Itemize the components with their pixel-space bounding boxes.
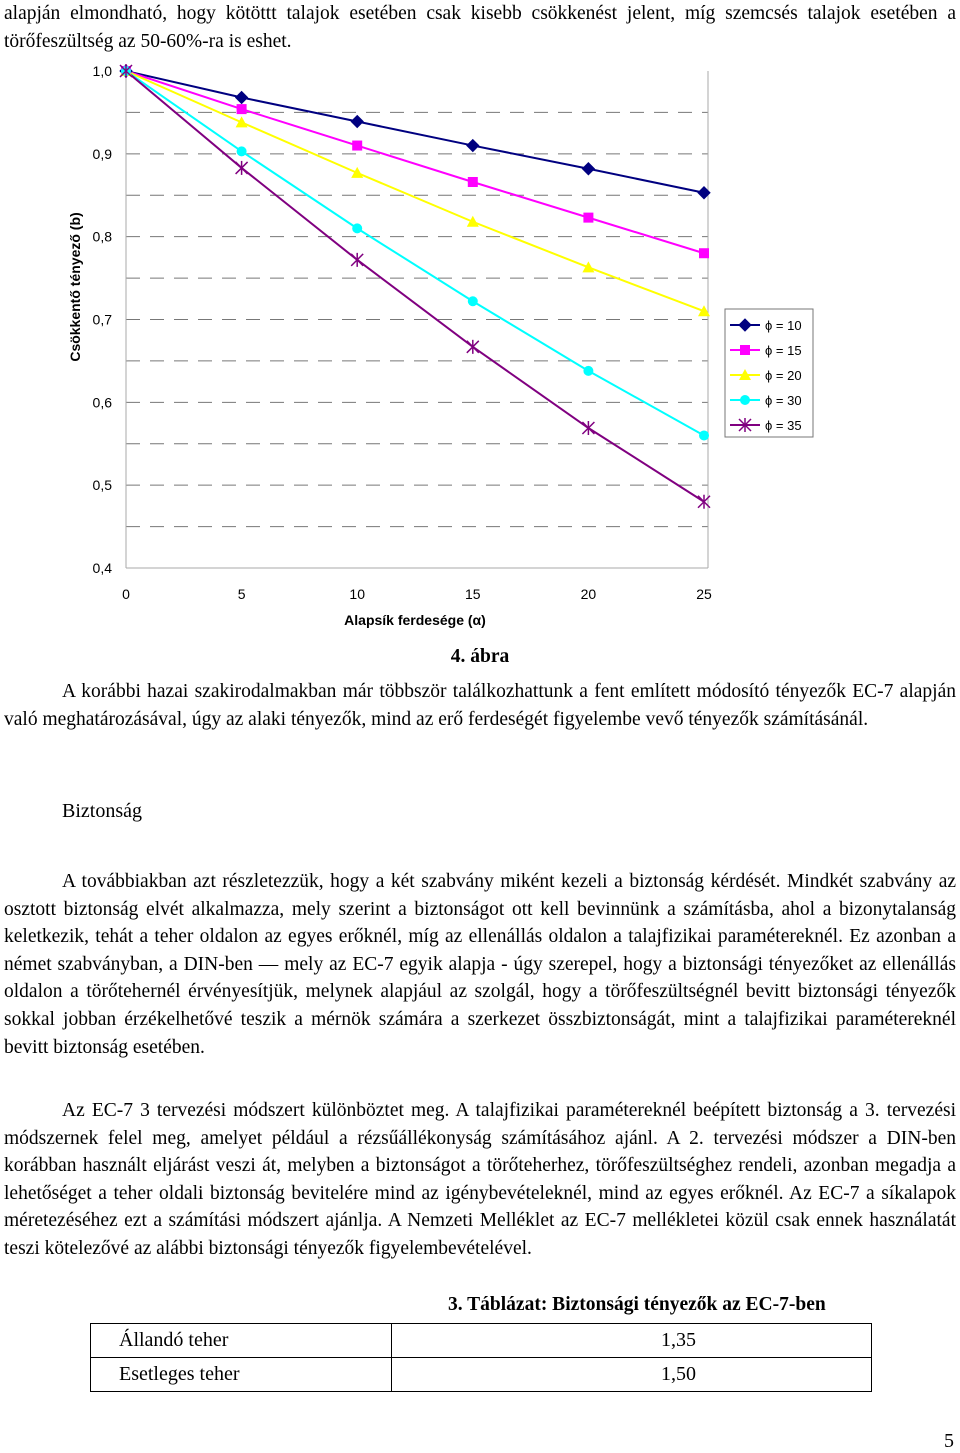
y-tick-label: 1,0: [92, 63, 112, 79]
series-line: [126, 71, 704, 311]
data-point: [237, 146, 247, 156]
legend-entry: ϕ = 30: [765, 393, 802, 408]
y-tick-label: 0,9: [92, 145, 112, 162]
x-tick-label: 20: [580, 586, 597, 602]
paragraph-3: Az EC-7 3 tervezési módszert különböztet meg. A talajfizikai paramétereknél beépített biztonság a 3. tervezési módszernek felel meg, amelyet például a rézsűállékonyság számításához ajánl. A 2. tervezési módszer a DIN-ben korábban használt eljárást veszi át, melyben a biztonságot a törőteherhez, törőfeszültséghez rendeli, azonban megadja a lehetőséget a teher oldali biztonság bevitelére mind az igénybevételeknél, mind az egyes erőknél. Az EC-7 a síkalapok méretezéséhez ezt a számítási módszert ajánlja. A Nemzeti Melléklet az EC-7 mellékletei közül csak ennek használatát teszi kötelezővé az alábbi biztonsági tényezők figyelembevételével.: [4, 1100, 956, 1259]
data-point: [467, 140, 479, 152]
y-axis-label: Csökkentő tényező (b): [67, 212, 83, 362]
chart-series: [120, 64, 710, 509]
chart-legend: [725, 309, 813, 437]
x-axis-label: Alapsík ferdesége (α): [344, 612, 486, 628]
series-line: [126, 71, 704, 253]
data-point: [351, 167, 363, 178]
legend-entry: ϕ = 35: [765, 418, 802, 433]
data-point: [468, 177, 478, 187]
data-point: [740, 395, 750, 405]
y-tick-label: 0,4: [92, 560, 112, 576]
y-tick-label: 0,8: [92, 228, 112, 245]
table-cell-label: Állandó teher: [91, 1324, 392, 1358]
data-point: [467, 340, 479, 354]
legend-entry: ϕ = 15: [765, 343, 802, 358]
data-point: [236, 116, 248, 127]
y-tick-label: 0,5: [92, 477, 112, 494]
intro-paragraph: alapján elmondható, hogy kötöttt talajok esetében csak kisebb csökkenést jelent, míg szemcsés talajok esetében a törőfeszültség az 50-60%-ra is eshet.: [4, 3, 956, 52]
y-tick-label: 0,6: [92, 394, 112, 411]
chart-axes: [93, 63, 712, 602]
data-point: [699, 248, 709, 258]
x-tick-label: 5: [237, 586, 246, 602]
data-point: [352, 141, 362, 151]
legend-entry: ϕ = 10: [765, 318, 802, 333]
data-point: [582, 421, 594, 435]
table-cell-value: 1,35: [391, 1324, 871, 1358]
table-caption: 3. Táblázat: Biztonsági tényezők az EC-7-ben: [448, 1294, 826, 1315]
section-heading: Biztonság: [62, 800, 142, 822]
series-line: [126, 71, 704, 502]
legend-entry: ϕ = 20: [765, 368, 802, 383]
series-line: [126, 71, 704, 435]
table-cell-value: 1,50: [391, 1358, 871, 1392]
table-row: [91, 1324, 872, 1358]
reduction-factor-chart: [0, 52, 960, 642]
table-row: [91, 1358, 872, 1392]
y-tick-label: 0,7: [92, 311, 112, 328]
data-point: [583, 213, 593, 223]
data-point: [467, 216, 479, 227]
paragraph-1: A korábbi hazai szakirodalmakban már többször találkozhattunk a fent említett módosító tényezők EC-7 alapján való meghatározásával, úgy az alaki tényezők, mind az erő ferdeségét figyelembe vevő tényezők számításánál.: [4, 681, 956, 730]
data-point: [740, 345, 750, 355]
data-point: [237, 104, 247, 114]
data-point: [699, 430, 709, 440]
x-tick-label: 10: [349, 586, 365, 602]
data-point: [582, 163, 594, 175]
page-number: 5: [944, 1430, 954, 1452]
x-tick-label: 0: [122, 586, 130, 602]
x-tick-label: 15: [465, 586, 481, 602]
data-point: [351, 253, 363, 267]
data-point: [582, 261, 594, 272]
data-point: [468, 296, 478, 306]
data-point: [236, 92, 248, 104]
x-tick-label: 25: [696, 586, 712, 602]
data-point: [583, 366, 593, 376]
data-point: [236, 161, 248, 175]
safety-factor-table: [90, 1323, 872, 1392]
paragraph-2: A továbbiakban azt részletezzük, hogy a két szabvány miként kezeli a biztonság kérdését. Mindkét szabvány az osztott biztonság elvét alkalmazza, mely szerint a biztonságot ott kell bevinnünk a számításba, ahol a bizonytalanság keletkezik, tehát a teher oldalon az egyes erőknél, míg az ellenállás oldalon a talajfizikai paramétereknél. Ez azonban a német szabványban, a DIN-ben — mely az EC-7 egyik alapja - úgy szerepel, hogy a biztonsági tényezőket az ellenállás oldalon a törőtehernél érvényesítjük, melynek alapjául az szolgál, hogy a törőfeszültségnél bevitt biztonsági tényezők sokkal jobban érzékelhetővé teszik a mérnök számára a szerkezet összbiztonságát, mint a talajfizikai paramétereknél bevitt biztonság esetében.: [4, 871, 956, 1058]
data-point: [351, 116, 363, 128]
figure-caption: 4. ábra: [450, 646, 510, 667]
data-point: [352, 223, 362, 233]
table-cell-label: Esetleges teher: [91, 1358, 392, 1392]
